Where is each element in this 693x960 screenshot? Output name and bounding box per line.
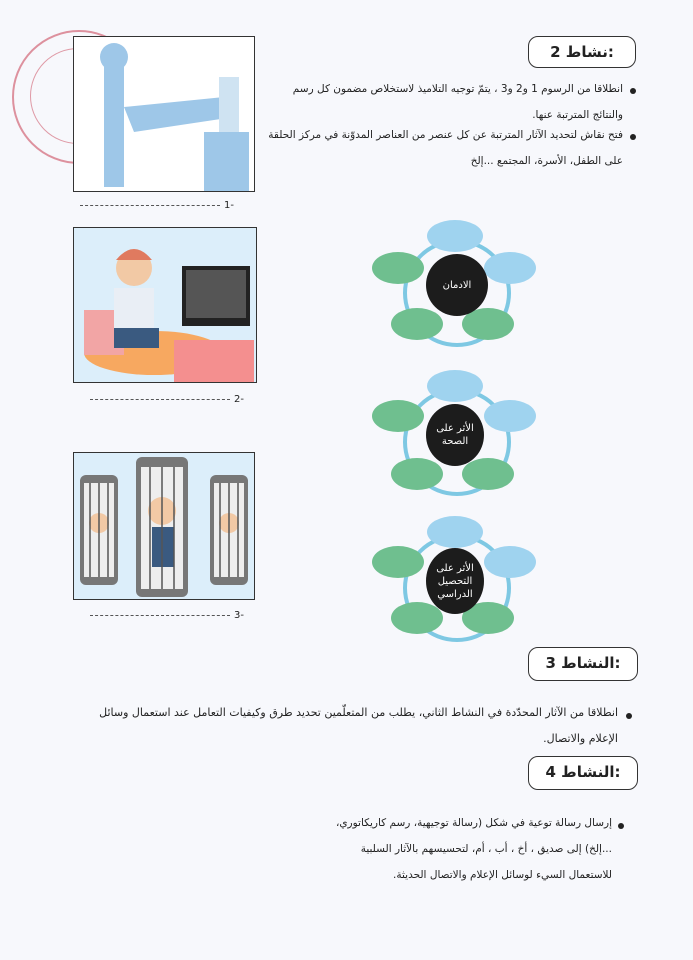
bullet-dot [618, 823, 624, 829]
puppet-hand-illustration [74, 37, 254, 191]
activity2-bullet-1: انطلاقا من الرسوم 1 و2 و3 ، يتمّ توجيه التلاميذ لاستخلاص مضمون كل رسم والنتائج المترتبة عنها. [292, 83, 623, 121]
bullet-dot [630, 134, 636, 140]
caption-2: 2- [90, 394, 244, 405]
activity4-bullet: إرسال رسالة توعية في شكل (رسالة توجيهية، رسم كاريكاتوري، ...إلخ) إلى صديق ، أخ ، أب ، أم، لتحسيسهم بالآثار السلبية للاستعمال السيء لوسائل الإعلام والاتصال الحديثة. [335, 817, 612, 881]
caption-line [90, 399, 230, 400]
diagram-study [370, 516, 540, 646]
picture-2-gaming [73, 227, 257, 383]
bullet-dot [626, 713, 632, 719]
caption-3: 3- [90, 610, 244, 621]
boy-gaming-illustration [74, 228, 256, 382]
diagram-center: الادمان [426, 254, 488, 316]
caption-1: 1- [80, 200, 234, 211]
activity3-bullet: انطلاقا من الآثار المحدّدة في النشاط الثاني، يطلب من المتعلّمين تحديد طرق وكيفيات التعامل عند استعمال وسائل الإعلام والاتصال. [99, 706, 618, 745]
phones-prison-illustration [74, 453, 254, 599]
diagram-center: الأثر على التحصيل الدراسي [426, 548, 484, 614]
activity2-bullet-2: فتح نقاش لتحديد الآثار المترتبة عن كل عنصر من العناصر المدوّنة في مركز الحلقة على الطفل، الأسرة، المجتمع ...إلخ [268, 129, 623, 167]
diagram-health [370, 370, 540, 500]
picture-3-phone-prison [73, 452, 255, 600]
bullet-dot [630, 88, 636, 94]
activity4-title: النشاط 4: [528, 756, 638, 790]
diagram-center: الأثر على الصحة [426, 404, 484, 466]
caption-line [80, 205, 220, 206]
activity3-title: النشاط 3: [528, 647, 638, 681]
diagram-addiction [370, 218, 540, 348]
picture-1-addiction [73, 36, 255, 192]
activity2-title: نشاط 2: [528, 36, 636, 68]
caption-line [90, 615, 230, 616]
